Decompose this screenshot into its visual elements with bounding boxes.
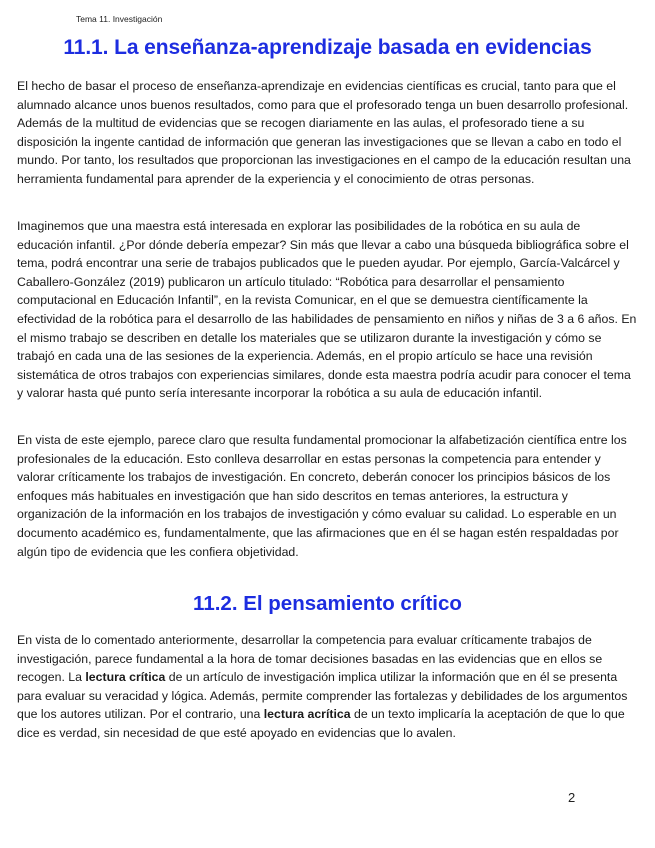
paragraph-4-text-d: de un texto implicaría la aceptación de que lo que dice es verdad, sin necesidad de que esté apoyado en evidencias que lo avalen. <box>17 707 625 740</box>
paragraph-4-text-c: de un artículo de investigación implica utilizar la información que en él se presenta para evaluar su veracidad y lógica. Además, permite comprender las fortalezas y debilidades de los argumentos que los autores utilizan. Por el contrario, una <box>17 670 628 722</box>
paragraph-4-text-a: En vista de lo comentado anteriormente, desarrollar la competencia para evaluar críticamente trabajos de investigación, parece fundamental a la hora de tomar decisiones basadas en las evidencias que en ellos se recogen. La <box>17 633 603 685</box>
term-lectura-critica: lectura crítica <box>85 670 166 685</box>
paragraph-3: En vista de este ejemplo, parece claro que resulta fundamental promocionar la alfabetización científica entre los profesionales de la educación. Esto conlleva desarrollar en estas personas la competencia para entender y valorar críticamente los trabajos de investigación. En concreto, deberán conocer los principios básicos de los enfoques más habituales en investigación que han sido descritos en temas anteriores, la estructura y organización de la información en los trabajos de investigación y cómo evaluar su calidad. Lo esperable en un documento académico es, fundamentalmente, que las afirmaciones que en él se hagan estén respaldadas por algún tipo de evidencia que les confiera objetividad. <box>17 433 627 559</box>
section-title-11-2: 11.2. El pensamiento crítico <box>193 592 462 615</box>
running-header: Tema 11. Investigación <box>76 14 163 24</box>
paragraph-1: El hecho de basar el proceso de enseñanza-aprendizaje en evidencias científicas es crucial, tanto para que el alumnado alcance unos buenos resultados, como para que el profesorado tenga un buen desarrollo profesional. Además de la multitud de evidencias que se recogen diariamente en las aulas, el profesorado tiene a su disposición la ingente cantidad de información que generan las investigaciones que se llevan a cabo en todo el mundo. Por tanto, los resultados que proporcionan las investigaciones en el campo de la educación resultan una herramienta fundamental para aprender de la experiencia y el conocimiento de otras personas. <box>17 79 631 186</box>
paragraph-2: Imaginemos que una maestra está interesada en explorar las posibilidades de la robótica en su aula de educación infantil. ¿Por dónde debería empezar? Sin más que llevar a cabo una búsqueda bibliográfica sobre el tema, podrá encontrar una serie de trabajos publicados que le pueden ayudar. Por ejemplo, García-Valcárcel y Caballero-González (2019) publicaron un artículo titulado: “Robótica para desarrollar el pensamiento computacional en Educación Infantil”, en la revista Comunicar, en el que se demuestra científicamente la efectividad de la robótica para el desarrollo de las habilidades de pensamiento en niños y niñas de 3 a 6 años. En el mismo trabajo se describen en detalle los materiales que se utilizaron durante la investigación y cómo se trabajó en cada una de las sesiones de la experiencia. Además, en el propio artículo se hace una revisión sistemática de otros trabajos con experiencias similares, donde esta maestra podría acudir para conocer el tema y valorar hasta qué punto sería interesante incorporar la robótica a su aula de educación infantil. <box>17 219 637 401</box>
section-title-11-1: 11.1. La enseñanza-aprendizaje basada en evidencias <box>63 36 592 59</box>
paragraph-4 <box>17 631 639 743</box>
page-number: 2 <box>568 790 576 805</box>
term-lectura-acritica: lectura acrítica <box>263 707 351 722</box>
